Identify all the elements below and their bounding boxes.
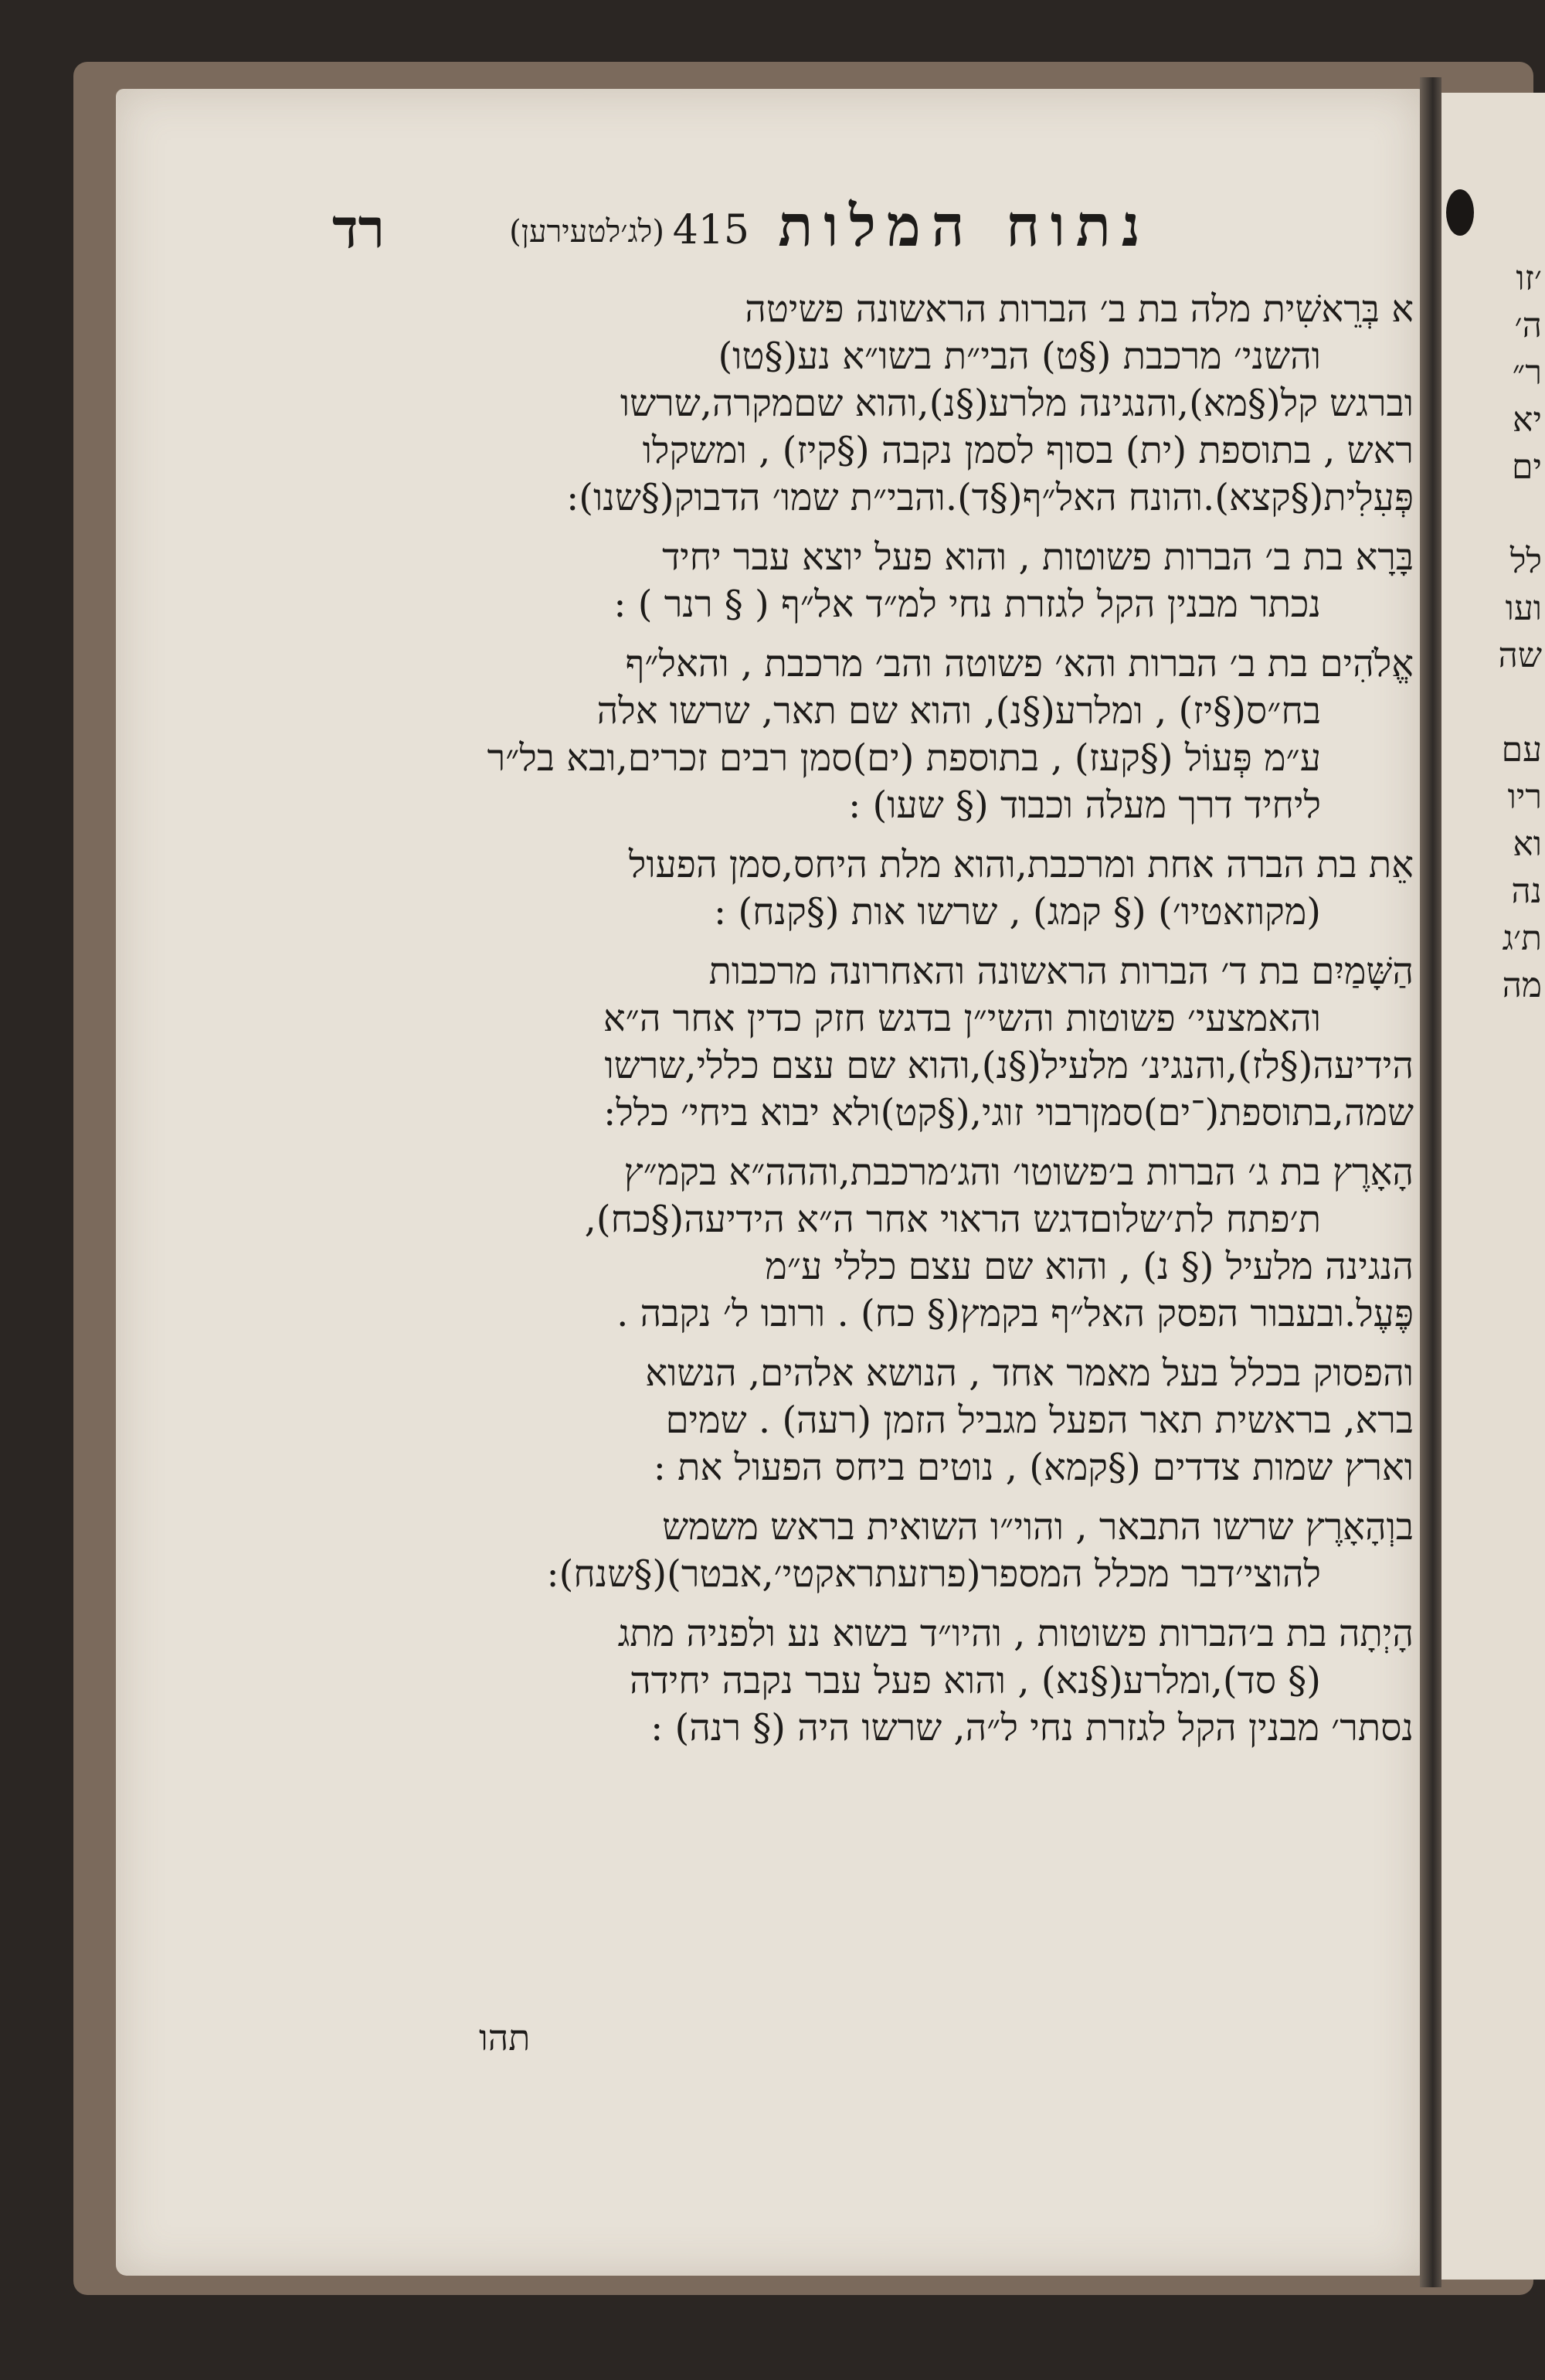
- facing-page-line: ריו: [1507, 777, 1542, 817]
- text-line: נסתר׳ מבנין הקל לגזרת נחי ל״ה, שרשו היה (§ רנה) :: [650, 1706, 1414, 1749]
- text-line: פְּעִלִית(§קצא).והונח האל״ף(§ד).והבי״ת שמו׳ הדבוק(§שנו):: [566, 476, 1414, 519]
- facing-page-line: וא: [1513, 824, 1542, 864]
- facing-page-line: ׳זו: [1516, 259, 1542, 298]
- text-line: ע״מ פְּעוֹל (§קעז) , בתוספת (ים)סמן רבים זכרים,ובא בל״ר: [487, 736, 1321, 780]
- text-line: ת׳פתח לת׳שלוםדגש הראוי אחר ה״א הידיעה(§כח),: [584, 1198, 1321, 1241]
- facing-page-line: ועו: [1505, 589, 1542, 628]
- facing-page-line: לל: [1509, 542, 1542, 581]
- facing-page-line: [1449, 491, 1542, 538]
- facing-page-line: ת׳ג: [1502, 919, 1542, 958]
- page-header: [332, 193, 1151, 278]
- text-line: פֶּעֶל.ובעבור הפסק האל״ף בקמץ(§ כח) . ורובו ל׳ נקבה .: [616, 1292, 1414, 1335]
- facing-page-line: ה׳: [1514, 306, 1542, 345]
- text-line: אֱלֹהִים בת ב׳ הברות והא׳ פשוטה והב׳ מרכבת , והאל״ף: [625, 642, 1414, 685]
- facing-page-text: [1449, 255, 1542, 1009]
- facing-page-line: ים: [1512, 447, 1542, 487]
- text-line: נכתר מבנין הקל לגזרת נחי למ״ד אל״ף ( § רנר ) :: [613, 583, 1321, 626]
- text-line: בָּרָא בת ב׳ הברות פשוטות , והוא פעל יוצא עבר יחיד: [662, 536, 1414, 579]
- running-title: נתוח המלות: [778, 193, 1151, 260]
- text-line: הָאָרֶץ בת ג׳ הברות ב׳פשוטו׳ והג׳מרכבת,וההה״א בקמ״ץ: [623, 1151, 1414, 1194]
- facing-page-line: עם: [1501, 730, 1542, 770]
- book-gutter: [1420, 77, 1441, 2287]
- text-line: בח״ס(§יז) , ומלרע(§נ), והוא שם תאר, שרשו אלה: [596, 689, 1321, 733]
- text-line: להוצי׳דבר מכלל המספר(פרזעתראקטי׳,אבטר)(§שנח):: [546, 1552, 1321, 1596]
- facing-page-line: שה: [1498, 636, 1542, 675]
- text-line: ברא, בראשית תאר הפעל מגביל הזמן (רעה) . שמים: [665, 1399, 1414, 1442]
- facing-page-line: נה: [1511, 872, 1542, 911]
- text-line: (§ סד),ומלרע(§נא) , והוא פעל עבר נקבה יחידה: [630, 1659, 1321, 1702]
- text-line: הָיְתָה בת ב׳הברות פשוטות , והיו״ד בשוא נע ולפניה מתג: [617, 1612, 1414, 1655]
- main-text-block: [332, 286, 1414, 1752]
- text-line: ליחיד דרך מעלה וכבוד (§ שעו) :: [848, 784, 1321, 827]
- text-line: והאמצעי׳ פשוטות והשי״ן בדגש חזק כדין אחר ה״א: [603, 997, 1321, 1040]
- folio-mark: רד: [332, 196, 385, 260]
- text-line: ראש , בתוספת (ית) בסוף לסמן נקבה (§קיז) , ומשקלו: [642, 429, 1414, 472]
- text-line: והשני׳ מרכבת (§ט) הבי״ת בשו״א נע(§טו): [718, 335, 1321, 378]
- facing-page-line: מה: [1502, 966, 1542, 1005]
- header-note: (לג׳לטעירען): [509, 214, 664, 250]
- facing-page-line: יא: [1513, 400, 1542, 440]
- text-line: א בְּרֵאשִׁית מלה בת ב׳ הברות הראשונה פשיטה: [745, 287, 1414, 331]
- catchword: תהו: [479, 2017, 531, 2059]
- text-line: (מקוזאטיו׳) (§ קמג) , שרשו אות (§קנח) :: [713, 890, 1321, 933]
- facing-page-line: [1449, 679, 1542, 726]
- text-line: הידיעה(§לז),והנגינ׳ מלעיל(§נ),והוא שם עצם כללי,שרשו: [604, 1044, 1414, 1087]
- facing-page-line: ר״: [1512, 353, 1542, 393]
- page-number: 415: [672, 207, 749, 253]
- text-line: וברגש קל(§מא),והנגינה מלרע(§נ),והוא שםמקרה,שרשו: [620, 382, 1414, 425]
- text-line: וארץ שמות צדדים (§קמא) , נוטים ביחס הפעול את :: [653, 1446, 1414, 1489]
- text-line: הנגינה מלעיל (§ נ) , והוא שם עצם כללי ע״מ: [765, 1245, 1414, 1288]
- text-line: והפסוק בכלל בעל מאמר אחד , הנושא אלהים, הנשוא: [645, 1352, 1414, 1395]
- text-line: אֵת בת הברה אחת ומרכבת,והוא מלת היחס,סמן הפעול: [628, 843, 1414, 886]
- text-line: שמה,בתוספת(־ים)סמןרבוי זוגי,(§קט)ולא יבוא ביחי׳ כלל:: [603, 1091, 1414, 1134]
- binding-hole: [1446, 189, 1474, 236]
- text-line: הַשָּׁמַיִם בת ד׳ הברות הראשונה והאחרונה מרכבות: [708, 950, 1414, 993]
- text-line: בוְהָאָרֶץ שרשו התבאר , והוי״ו השואית בראש משמש: [662, 1505, 1414, 1549]
